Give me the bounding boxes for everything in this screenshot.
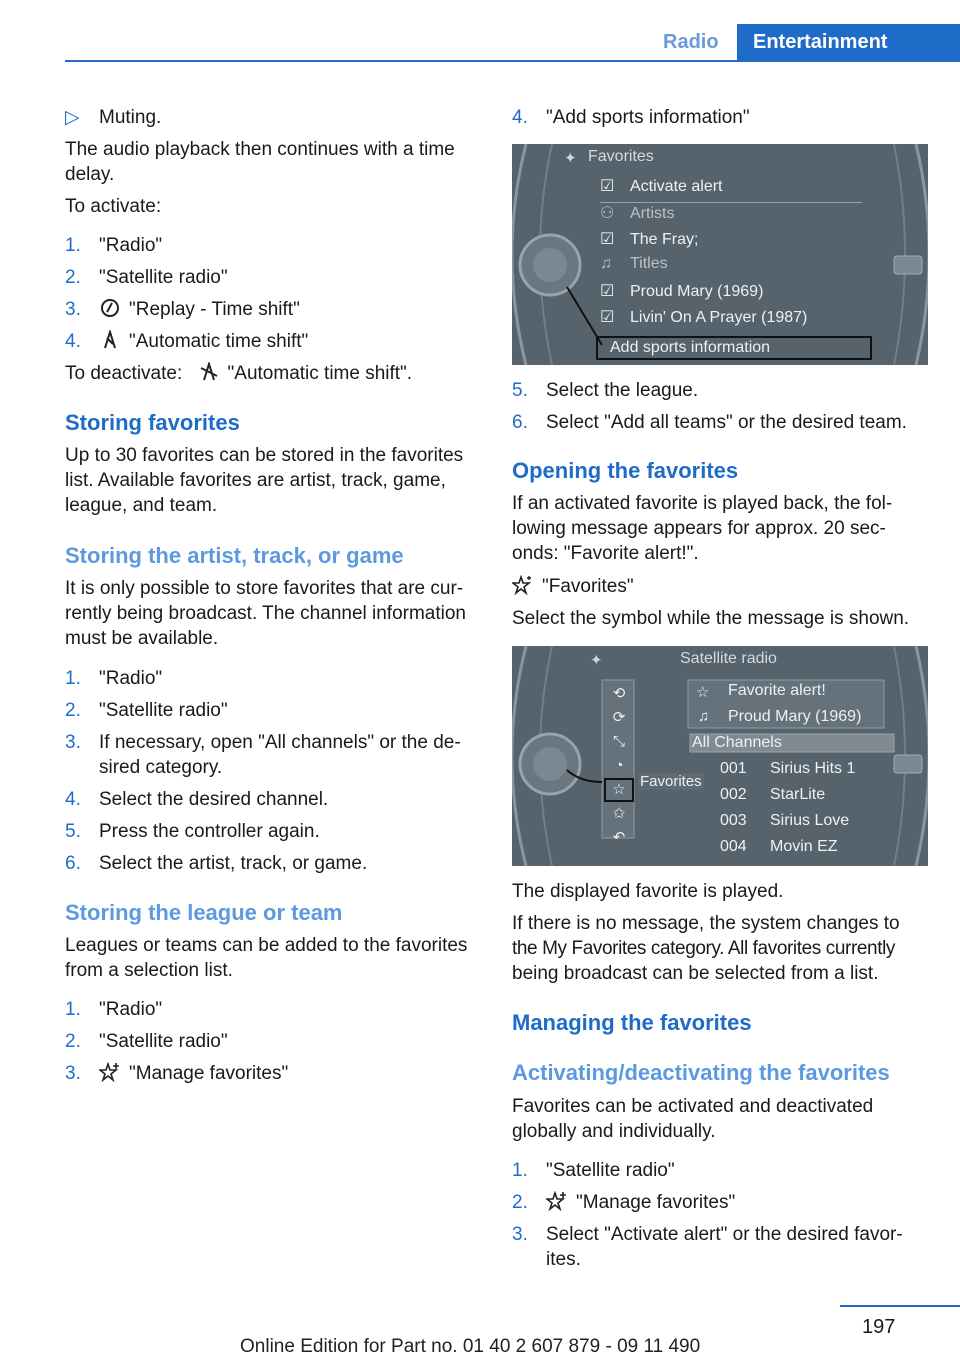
paragraph: The displayed favorite is played. bbox=[512, 881, 784, 902]
step-text: Press the controller again. bbox=[99, 821, 320, 842]
paragraph: rently being broadcast. The channel information bbox=[65, 603, 467, 624]
automatic-time-shift-icon bbox=[198, 362, 220, 382]
step-text: "Radio" bbox=[99, 999, 163, 1020]
step-number: 3. bbox=[65, 1063, 81, 1084]
screen-title: Satellite radio bbox=[680, 650, 777, 667]
paragraph: If an activated favorite is played back, the fol‐ bbox=[512, 493, 893, 514]
step-text: "Manage favorites" bbox=[129, 1063, 289, 1084]
satellite-icon: ✦ bbox=[564, 150, 577, 167]
replay-time-shift-icon bbox=[99, 298, 121, 318]
deactivate-label: To deactivate: bbox=[65, 363, 183, 384]
tune-icon[interactable]: ⤡ bbox=[612, 733, 625, 750]
manage-favorites-icon bbox=[546, 1191, 568, 1211]
channel-list bbox=[720, 760, 855, 864]
paragraph: It is only possible to store favorites that are cur‐ bbox=[65, 578, 464, 599]
favorites-line bbox=[512, 574, 634, 599]
bullet-marker: ▷ bbox=[65, 107, 80, 128]
music-note-icon: ♫ bbox=[600, 255, 612, 272]
idrive-satellite-radio-screenshot bbox=[512, 646, 928, 866]
step-item bbox=[546, 1190, 735, 1215]
step-text: "Automatic time shift" bbox=[129, 331, 309, 352]
menu-item-livin-on-a-prayer[interactable]: ☑ Livin' On A Prayer (1987) bbox=[600, 309, 808, 326]
manage-favorites-icon bbox=[99, 1062, 121, 1082]
repeat-icon[interactable]: ⟲ bbox=[612, 685, 626, 702]
step-number: 1. bbox=[512, 1160, 528, 1181]
checkbox-icon: ☑ bbox=[600, 178, 615, 195]
step-text: ites. bbox=[546, 1249, 581, 1270]
menu-item-add-sports-information[interactable]: Add sports information bbox=[596, 336, 872, 360]
step-text: Select the artist, track, or game. bbox=[99, 853, 368, 874]
music-note-icon: ♫ bbox=[698, 708, 710, 725]
page-number: 197 bbox=[862, 1316, 896, 1338]
checkbox-icon: ☑ bbox=[600, 283, 615, 300]
checkbox-icon: ☑ bbox=[600, 231, 615, 248]
step-item bbox=[99, 297, 300, 322]
header-section: Radio bbox=[663, 31, 719, 53]
all-channels-item[interactable]: All Channels bbox=[692, 734, 782, 751]
favorites-label: "Favorites" bbox=[542, 576, 634, 597]
step-item bbox=[99, 329, 308, 354]
paragraph: onds: "Favorite alert!". bbox=[512, 543, 699, 564]
automatic-time-shift-icon bbox=[99, 330, 121, 350]
step-text: "Satellite radio" bbox=[99, 700, 228, 721]
favorites-menu-list bbox=[600, 176, 862, 333]
favorites-tooltip: Favorites bbox=[640, 773, 702, 790]
step-number: 3. bbox=[65, 299, 81, 320]
heading-activating-favorites: Activating/deactivating the favorites bbox=[512, 1060, 890, 1085]
paragraph: globally and individually. bbox=[512, 1121, 716, 1142]
step-text: "Radio" bbox=[99, 668, 163, 689]
header-chapter: Entertainment bbox=[737, 24, 960, 62]
favorite-alert-text: Favorite alert! bbox=[728, 682, 826, 699]
step-number: 6. bbox=[512, 412, 528, 433]
step-text: Select the league. bbox=[546, 380, 699, 401]
step-number: 1. bbox=[65, 235, 81, 256]
page-number-rule bbox=[840, 1305, 960, 1307]
menu-item-proud-mary[interactable]: ☑ Proud Mary (1969) bbox=[600, 283, 764, 300]
step-number: 5. bbox=[512, 380, 528, 401]
heading-managing-favorites: Managing the favorites bbox=[512, 1010, 752, 1035]
step-number: 2. bbox=[65, 1031, 81, 1052]
channel-row[interactable]: 003 Sirius Love bbox=[720, 812, 850, 829]
step-text: "Add sports information" bbox=[546, 107, 750, 128]
step-number: 4. bbox=[65, 789, 81, 810]
idrive-favorites-screenshot bbox=[512, 144, 928, 365]
menu-item-artists[interactable]: ⚇ Artists bbox=[600, 205, 675, 222]
deactivate-text: "Automatic time shift". bbox=[227, 363, 413, 384]
step-text: "Satellite radio" bbox=[99, 267, 228, 288]
paragraph: list. Available favorites are artist, track, game, bbox=[65, 470, 446, 491]
paragraph: lowing message appears for approx. 20 sec‐ bbox=[512, 518, 886, 539]
step-number: 1. bbox=[65, 668, 81, 689]
person-icon: ⚇ bbox=[600, 205, 615, 222]
channel-row[interactable]: 004 Movin EZ bbox=[720, 838, 838, 855]
channel-row[interactable]: 001 Sirius Hits 1 bbox=[720, 760, 856, 777]
menu-item-activate-alert[interactable]: ☑ Activate alert bbox=[600, 176, 862, 203]
step-text: "Replay - Time shift" bbox=[129, 299, 300, 320]
time-shift-icon[interactable]: ◔ bbox=[614, 757, 624, 774]
screen-title: Favorites bbox=[588, 148, 654, 165]
paragraph: from a selection list. bbox=[65, 960, 233, 981]
step-number: 1. bbox=[65, 999, 81, 1020]
paragraph: Up to 30 favorites can be stored in the favorites bbox=[65, 445, 464, 466]
paragraph: the My Favorites category. All favorites currently bbox=[512, 938, 896, 959]
replay-icon[interactable]: ⟳ bbox=[612, 709, 626, 726]
heading-storing-artist: Storing the artist, track, or game bbox=[65, 543, 404, 568]
favorites-star-icon[interactable]: ☆ bbox=[604, 778, 634, 802]
muting-text: Muting. bbox=[99, 107, 162, 128]
satellite-icon: ✦ bbox=[590, 652, 603, 669]
manage-favorites-icon[interactable]: ✩ bbox=[612, 805, 626, 822]
step-item bbox=[99, 1061, 288, 1086]
step-number: 2. bbox=[512, 1192, 528, 1213]
favorites-star-icon bbox=[512, 575, 534, 595]
header-rule bbox=[65, 60, 960, 62]
step-number: 6. bbox=[65, 853, 81, 874]
paragraph: being broadcast can be selected from a list. bbox=[512, 963, 879, 984]
star-icon: ☆ bbox=[696, 684, 710, 701]
heading-opening-favorites: Opening the favorites bbox=[512, 458, 739, 483]
heading-storing-league: Storing the league or team bbox=[65, 900, 343, 925]
menu-item-titles[interactable]: ♫ Titles bbox=[600, 255, 668, 272]
step-text: "Manage favorites" bbox=[576, 1192, 736, 1213]
paragraph: Select the symbol while the message is shown. bbox=[512, 608, 910, 629]
favorite-song-text: Proud Mary (1969) bbox=[728, 708, 862, 725]
step-text: Select the desired channel. bbox=[99, 789, 329, 810]
step-number: 2. bbox=[65, 267, 81, 288]
step-text: Select "Add all teams" or the desired team. bbox=[546, 412, 907, 433]
step-number: 3. bbox=[512, 1224, 528, 1245]
step-number: 2. bbox=[65, 700, 81, 721]
step-text: sired category. bbox=[99, 757, 223, 778]
menu-item-the-fray[interactable]: ☑ The Fray; bbox=[600, 231, 699, 248]
step-number: 5. bbox=[65, 821, 81, 842]
footer-edition: Online Edition for Part no. 01 40 2 607 879 - 09 11 490 bbox=[240, 1336, 701, 1357]
step-text: "Satellite radio" bbox=[546, 1160, 675, 1181]
checkbox-icon: ☑ bbox=[600, 309, 615, 326]
paragraph: delay. bbox=[65, 164, 115, 185]
deactivate-line bbox=[65, 361, 412, 386]
paragraph: must be available. bbox=[65, 628, 219, 649]
paragraph: league, and team. bbox=[65, 495, 218, 516]
paragraph: If there is no message, the system changes to bbox=[512, 913, 900, 934]
channel-row[interactable]: 002 StarLite bbox=[720, 786, 826, 803]
step-number: 3. bbox=[65, 732, 81, 753]
return-icon[interactable]: ↶ bbox=[612, 829, 626, 846]
paragraph: Favorites can be activated and deactivated bbox=[512, 1096, 874, 1117]
paragraph: The audio playback then continues with a time bbox=[65, 139, 455, 160]
step-text: "Radio" bbox=[99, 235, 163, 256]
side-icon-bar bbox=[604, 682, 634, 850]
paragraph: Leagues or teams can be added to the favorites bbox=[65, 935, 468, 956]
step-number: 4. bbox=[512, 107, 528, 128]
paragraph: To activate: bbox=[65, 196, 162, 217]
step-text: If necessary, open "All channels" or the de‐ bbox=[99, 732, 461, 753]
step-text: "Satellite radio" bbox=[99, 1031, 228, 1052]
step-text: Select "Activate alert" or the desired favor‐ bbox=[546, 1224, 903, 1245]
heading-storing-favorites: Storing favorites bbox=[65, 410, 240, 435]
step-number: 4. bbox=[65, 331, 81, 352]
